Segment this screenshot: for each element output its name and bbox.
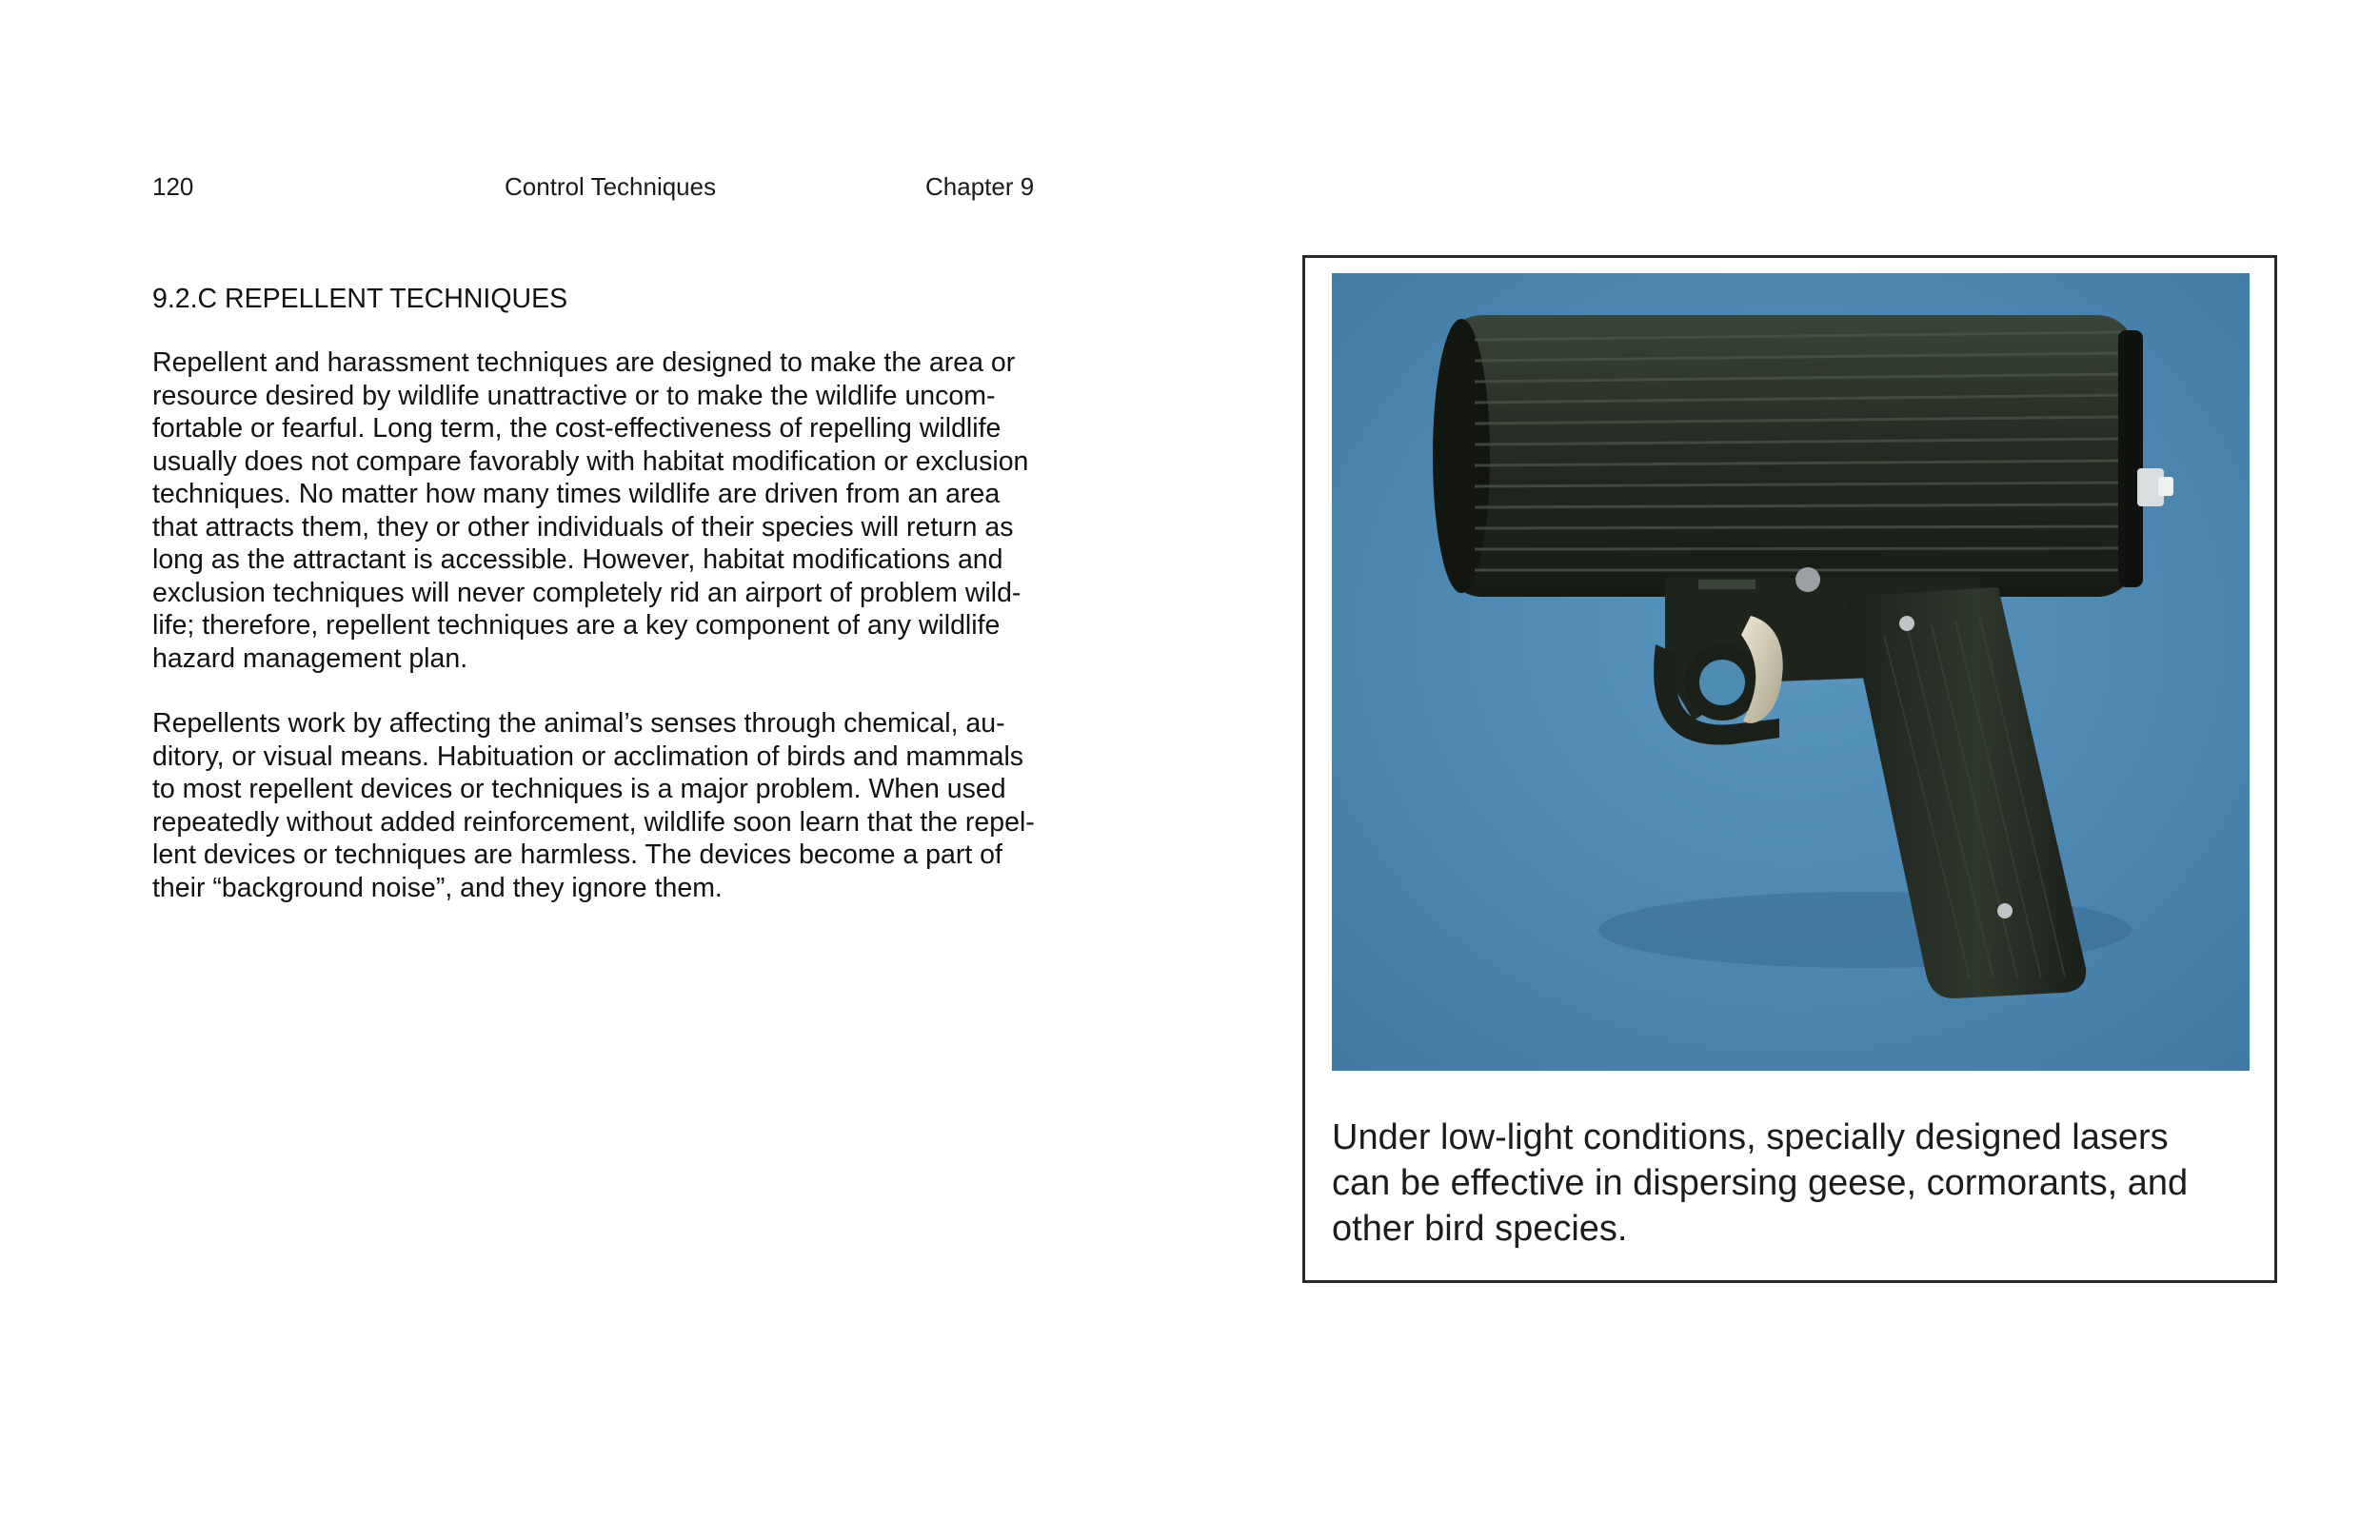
text-line: fortable or fearful. Long term, the cost-effectiveness of repelling wildlife xyxy=(152,413,1002,444)
section-heading: 9.2.C REPELLENT TECHNIQUES xyxy=(152,284,568,314)
caption-line: can be effective in dispersing geese, cormorants, and xyxy=(1332,1163,2189,1203)
text-line: their “background noise”, and they ignore them. xyxy=(152,872,723,903)
laser-barrel xyxy=(1433,315,2173,597)
paragraph-1 xyxy=(152,346,1066,675)
caption-line: other bird species. xyxy=(1332,1209,1628,1249)
text-line: life; therefore, repellent techniques are a key component of any wildlife xyxy=(152,610,1001,641)
text-line: Repellents work by affecting the animal’s senses through chemical, au- xyxy=(152,708,1005,739)
text-line: that attracts them, they or other individuals of their species will return as xyxy=(152,511,1014,543)
text-column xyxy=(152,282,1066,937)
chapter-label: Chapter 9 xyxy=(925,172,1035,201)
paragraph-2 xyxy=(152,707,1066,904)
laser-device-photo xyxy=(1332,273,2250,1071)
figure-caption xyxy=(1332,1115,2255,1252)
text-line: resource desired by wildlife unattractive or to make the wildlife uncom- xyxy=(152,380,996,411)
figure-box xyxy=(1302,255,2277,1283)
caption-line: Under low-light conditions, specially designed lasers xyxy=(1332,1117,2169,1157)
page-number: 120 xyxy=(152,172,194,201)
text-line: lent devices or techniques are harmless. The devices become a part of xyxy=(152,839,1002,870)
text-line: to most repellent devices or techniques is a major problem. When used xyxy=(152,774,1006,804)
running-title: Control Techniques xyxy=(505,172,717,201)
text-line: long as the attractant is accessible. However, habitat modifications and xyxy=(152,544,1003,575)
text-line: ditory, or visual means. Habituation or acclimation of birds and mammals xyxy=(152,740,1024,772)
text-line: usually does not compare favorably with habitat modification or exclusion xyxy=(152,445,1029,477)
text-line: Repellent and harassment techniques are designed to make the area or xyxy=(152,347,1016,378)
text-line: repeatedly without added reinforcement, wildlife soon learn that the repel- xyxy=(152,806,1035,838)
text-line: exclusion techniques will never completely rid an airport of problem wild- xyxy=(152,577,1021,608)
text-line: hazard management plan. xyxy=(152,642,468,674)
text-line: techniques. No matter how many times wildlife are driven from an area xyxy=(152,479,1001,509)
